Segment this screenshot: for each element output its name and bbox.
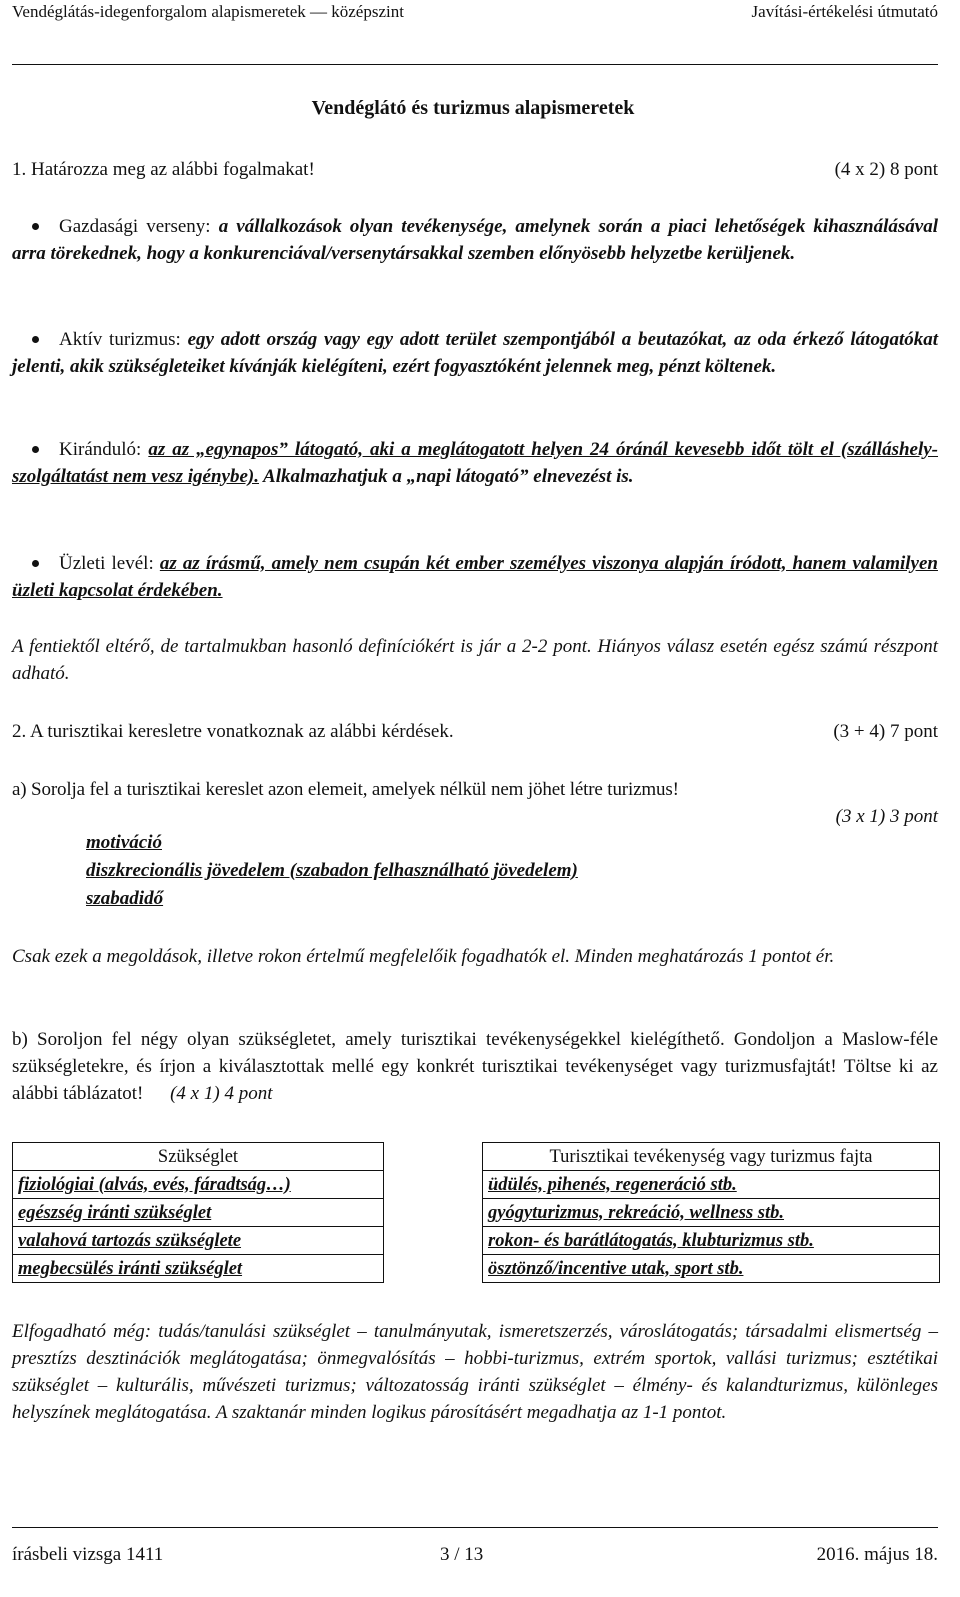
footer-right: 2016. május 18. — [816, 1544, 938, 1565]
bullet-icon — [32, 336, 39, 343]
table-row — [13, 1255, 940, 1283]
table-cell-activity: ösztönző/incentive utak, sport stb. — [483, 1255, 940, 1283]
table-gap — [384, 1255, 483, 1283]
table-gap — [384, 1227, 483, 1255]
needs-table — [12, 1142, 940, 1283]
q2a-question: a) Sorolja fel a turisztikai kereslet azon elemeit, amelyek nélkül nem jöhet létre turizmus! — [12, 779, 679, 800]
table-header-activity: Turisztikai tevékenység vagy turizmus fajta — [483, 1143, 940, 1171]
q1-item-4-term: Üzleti levél: — [59, 553, 154, 574]
table-cell-need: valahová tartozás szükséglete — [13, 1227, 384, 1255]
bullet-icon — [32, 446, 39, 453]
q2b-points: (4 x 1) 4 pont — [170, 1083, 273, 1104]
page-header — [12, 2, 938, 22]
q1-title: 1. Határozza meg az alábbi fogalmakat! — [12, 159, 315, 180]
table-cell-need: megbecsülés iránti szükséglet — [13, 1255, 384, 1283]
header-left: Vendéglátás-idegenforgalom alapismeretek — középszint — [12, 2, 404, 21]
q1-heading — [12, 156, 938, 183]
q2a-points: (3 x 1) 3 pont — [835, 806, 938, 827]
q2b-question — [12, 1026, 938, 1107]
q2a-answer-3: szabadidő — [86, 888, 164, 909]
q2a-answer-2: diszkrecionális jövedelem (szabadon felhasználható jövedelem) — [86, 860, 578, 881]
table-cell-activity: gyógyturizmus, rekreáció, wellness stb. — [483, 1199, 940, 1227]
q1-item-1-term: Gazdasági verseny: — [59, 216, 211, 237]
header-rule — [12, 64, 938, 65]
table-header-need: Szükséglet — [13, 1143, 384, 1171]
footer-rule — [12, 1527, 938, 1528]
q2a-answer-1: motiváció — [86, 832, 162, 853]
q1-item-3 — [12, 436, 938, 490]
table-cell-activity: rokon- és barátlátogatás, klubturizmus stb. — [483, 1227, 940, 1255]
table-cell-activity: üdülés, pihenés, regeneráció stb. — [483, 1171, 940, 1199]
bullet-icon — [32, 560, 39, 567]
footer-page-number: 3 / 13 — [440, 1544, 484, 1565]
table-cell-need: fiziológiai (alvás, evés, fáradtság…) — [13, 1171, 384, 1199]
table-gap — [384, 1171, 483, 1199]
q1-item-1 — [12, 213, 938, 267]
q1-item-3-def-plain: Alkalmazhatjuk a „napi látogató” elnevezést is. — [258, 466, 634, 487]
table-header-row — [13, 1143, 940, 1171]
q1-item-2-term: Aktív turizmus: — [59, 329, 181, 350]
q2-title: 2. A turisztikai keresletre vonatkoznak az alábbi kérdések. — [12, 721, 454, 742]
q2b-question-text: b) Soroljon fel négy olyan szükségletet, amely turisztikai tevékenységekkel kielégíthető. Gondoljon a Maslow-féle szükségletekre, és írjon a kiválasztottak mellé egy konkrét turisztikai tevékenységet vagy turizmusfajtát! Töltse ki az alábbi táblázatot! — [12, 1029, 938, 1104]
q1-item-3-def-underlined: az az „egynapos” látogató, aki a meglátogatott helyen 24 óránál kevesebb időt tölt el (szálláshely-szolgáltatást nem vesz igénybe). — [12, 439, 939, 487]
table-row — [13, 1171, 940, 1199]
table-gap — [384, 1143, 483, 1171]
q2a-note: Csak ezek a megoldások, illetve rokon értelmű megfelelőik fogadhatók el. Minden meghatározás 1 pontot ér. — [12, 946, 835, 967]
q1-points: (4 x 2) 8 pont — [834, 159, 938, 180]
q2b-note: Elfogadható még: tudás/tanulási szükséglet – tanulmányutak, ismeretszerzés, városlátogatás; társadalmi elismertség – presztízs desztinációk meglátogatása; önmegvalósítás – hobbi-turizmus, extrém sportok, vallási turizmus; esztétikai szükséglet – kulturális, művészeti turizmus; változatosság iránti szükséglet – élmény- és kalandturizmus, különleges helyszínek meglátogatása. A szaktanár minden logikus párosításért megadhatja az 1-1 pontot. — [12, 1321, 938, 1423]
q1-item-4-def: az az írásmű, amely nem csupán két ember személyes viszonya alapján íródott, hanem valamilyen üzleti kapcsolat érdekében. — [12, 553, 938, 601]
q1-item-3-term: Kiránduló: — [59, 439, 142, 460]
q1-item-2-def: egy adott ország vagy egy adott terület szempontjából a beutazókat, az oda érkező látogatókat jelenti, akik szükségleteiket kívánják kielégíteni, ezért fogyasztóként jelennek meg, pénzt költenek. — [12, 329, 938, 377]
q1-item-1-def: a vállalkozások olyan tevékenysége, amelynek során a piaci lehetőségek kihasználásával arra törekednek, hogy a konkurenciával/versenytársakkal szemben előnyösebb helyzetbe kerüljenek. — [12, 216, 938, 264]
q1-note: A fentiektől eltérő, de tartalmukban hasonló definíciókért is jár a 2-2 pont. Hiányos válasz esetén egész számú részpont adható. — [12, 636, 938, 684]
header-right: Javítási-értékelési útmutató — [751, 2, 938, 21]
q2-heading — [12, 718, 938, 745]
bullet-icon — [32, 223, 39, 230]
table-cell-need: egészség iránti szükséglet — [13, 1199, 384, 1227]
q1-item-4 — [12, 550, 938, 604]
footer-left: írásbeli vizsga 1411 — [12, 1544, 164, 1565]
q2-points: (3 + 4) 7 pont — [833, 721, 938, 742]
table-gap — [384, 1199, 483, 1227]
table-row — [13, 1227, 940, 1255]
table-row — [13, 1199, 940, 1227]
q1-item-2 — [12, 326, 938, 380]
section-title: Vendéglátó és turizmus alapismeretek — [311, 97, 635, 119]
